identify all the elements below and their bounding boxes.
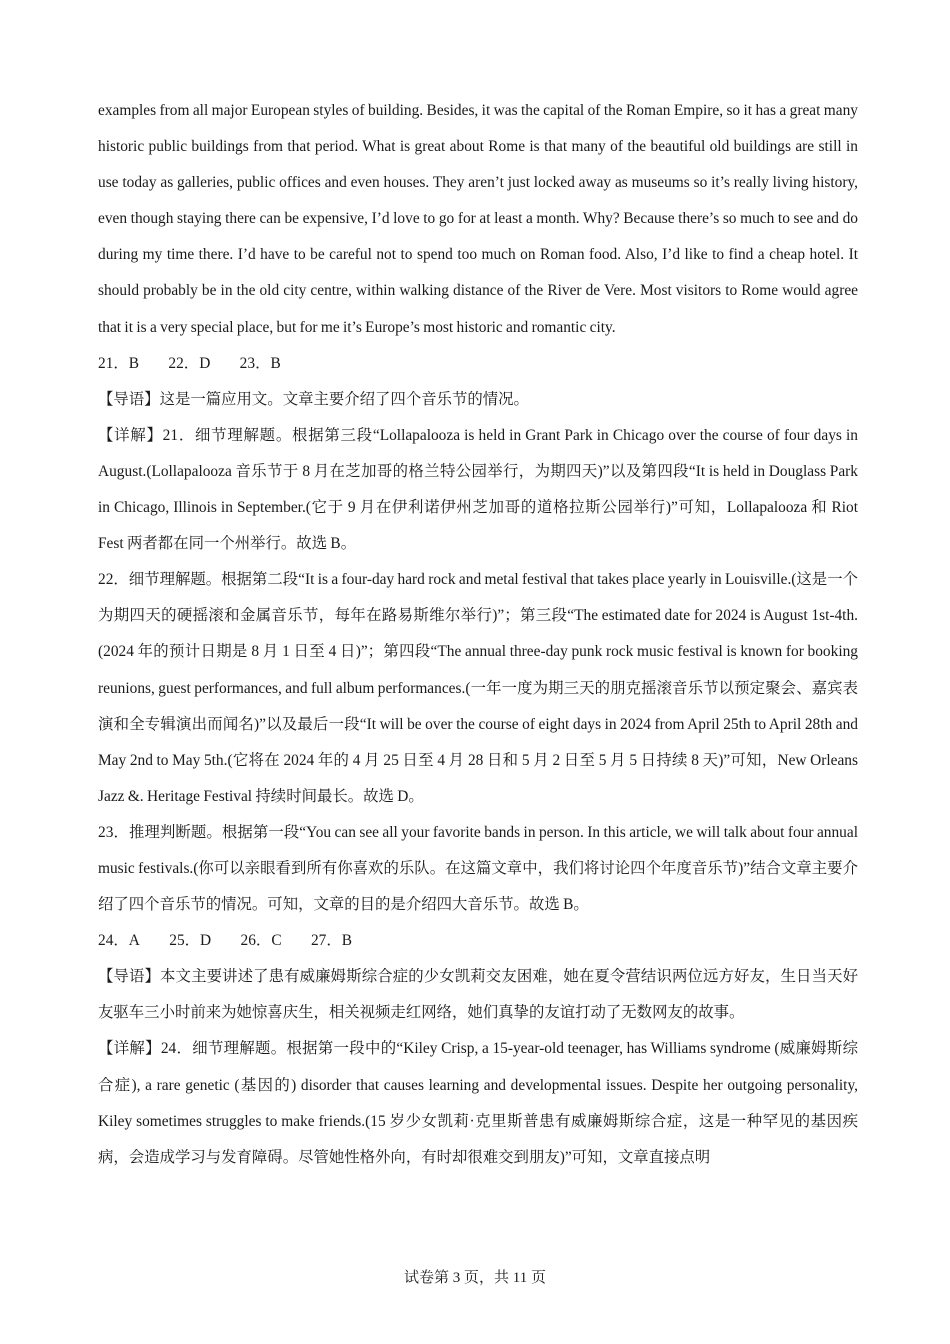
passage-paragraph: examples from all major European styles of building. Besides, it was the capital of the Roman Empire, so it has a great many historic public buildings from that period. What is great about Rome is that many of the beautiful old buildings are still in use today as galleries, public offices and even houses. They aren’t just locked away as museums so it’s really living history, even though staying there can be expensive, I’d love to go for at least a month. Why? Because there’s so much to see and do during my time there. I’d have to be careful not to spend too much on Roman food. Also, I’d like to find a cheap hotel. It should probably be in the old city centre, within walking distance of the River de Vere. Most visitors to Rome would agree that it is a very special place, but for me it’s Europe’s most historic and romantic city.	[98, 102, 858, 336]
page-footer: 试卷第 3 页，共 11 页	[404, 1270, 546, 1286]
detail-24: 【详解】24．细节理解题。根据第一段中的“Kiley Crisp, a 15-year-old teenager, has Williams syndrome (威廉姆斯综合症), a rare genetic (基因的) disorder that causes learning and developmental issues. Despite her outgoing personality, Kiley sometimes struggles to make friends.(15 岁少女凯莉·克里斯普患有威廉姆斯综合症，这是一种罕见的基因疾病，会造成学习与发育障碍。尽管她性格外向，有时却很难交到朋友)”可知，文章直接点明	[98, 1040, 858, 1166]
answer-key-24-27	[98, 923, 858, 959]
guide-paragraph-c: 【导语】本文主要讲述了患有威廉姆斯综合症的少女凯莉交友困难，她在夏令营结识两位远方好友，生日当天好友驱车三小时前来为她惊喜庆生，相关视频走红网络，她们真挚的友谊打动了无数网友的故事。	[98, 968, 858, 1022]
guide-paragraph-b: 【导语】这是一篇应用文。文章主要介绍了四个音乐节的情况。	[98, 390, 529, 408]
detail-21: 【详解】21．细节理解题。根据第三段“Lollapalooza is held in Grant Park in Chicago over the course of four days in August.(Lollapalooza 音乐节于 8 月在芝加哥的格兰特公园举行，为期四天)”以及第四段“It is held in Douglass Park in Chicago, Illinois in September.(它于 9 月在伊利诺伊州芝加哥的道格拉斯公园举行)”可知，Lollapalooza 和 Riot Fest 两者都在同一个州举行。故选 B。	[98, 426, 858, 553]
detail-22: 22．细节理解题。根据第二段“It is a four-day hard rock and metal festival that takes place yearly in Louisville.(这是一个为期四天的硬摇滚和金属音乐节，每年在路易斯维尔举行)”；第三段“The estimated date for 2024 is August 1st-4th.(2024 年的预计日期是 8 月 1 日至 4 日)”；第四段“The annual three-day punk rock music festival is known for booking reunions, guest performances, and full album performances.(一年一度为期三天的朋克摇滚音乐节以预定聚会、嘉宾表演和全专辑演出而闻名)”以及最后一段“It will be over the course of eight days in 2024 from April 25th to April 28th and May 2nd to May 5th.(它将在 2024 年的 4 月 25 日至 4 月 28 日和 5 月 2 日至 5 月 5 日持续 8 天)”可知，New Orleans Jazz &. Heritage Festival 持续时间最长。故选 D。	[98, 571, 858, 805]
answer-23: 23．B	[239, 354, 281, 372]
page-content	[98, 93, 858, 1176]
answer-key-21-23	[98, 346, 858, 382]
answer-21: 21．B	[98, 354, 140, 372]
detail-23: 23．推理判断题。根据第一段“You can see all your favorite bands in person. In this article, we will talk about four annual music festivals.(你可以亲眼看到所有你喜欢的乐队。在这篇文章中，我们将讨论四个年度音乐节)”结合文章主要介绍了四个音乐节的情况。可知，文章的目的是介绍四大音乐节。故选 B。	[98, 823, 858, 914]
answer-26: 26．C	[240, 932, 282, 950]
answer-27: 27．B	[310, 932, 352, 950]
answer-22: 22．D	[168, 354, 211, 372]
answer-25: 25．D	[169, 932, 212, 950]
answer-24: 24．A	[98, 932, 140, 950]
